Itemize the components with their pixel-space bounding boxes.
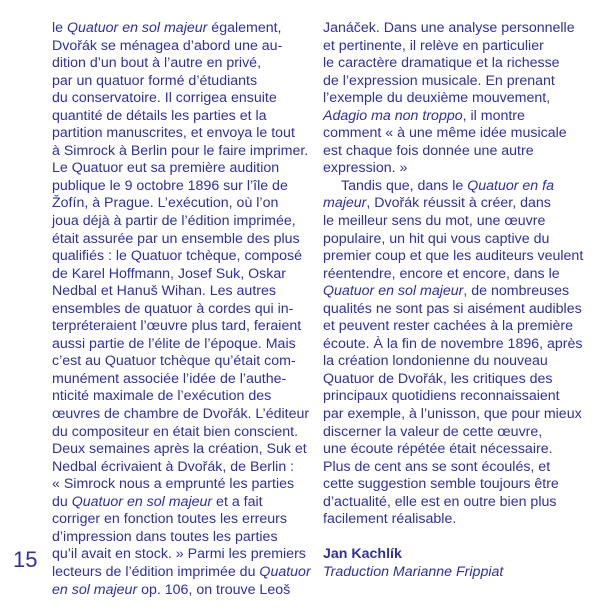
body-text: est chaque fois donnée une autre bbox=[323, 142, 534, 159]
text-line bbox=[323, 231, 581, 249]
text-line bbox=[52, 441, 307, 459]
body-text: était assurée par un ensemble des plus bbox=[52, 230, 300, 247]
body-text: « Simrock nous a emprunté les parties bbox=[52, 476, 295, 493]
text-line bbox=[323, 248, 584, 266]
text-line bbox=[52, 20, 307, 38]
right-column-text bbox=[323, 20, 584, 529]
text-line bbox=[323, 108, 581, 126]
text-line bbox=[52, 424, 307, 442]
text-line bbox=[52, 511, 307, 529]
body-text: réentendre, encore et encore, dans le bbox=[323, 265, 560, 282]
body-text: d’impression dans toutes les parties bbox=[52, 528, 278, 545]
text-line bbox=[323, 195, 581, 213]
text-line bbox=[52, 125, 307, 143]
text-line bbox=[323, 160, 581, 178]
text-line bbox=[323, 178, 581, 196]
body-text: qualifiés : le Quatuor tchèque, composé bbox=[52, 248, 303, 265]
body-text: corriger en fonction toutes les erreurs bbox=[52, 511, 287, 528]
body-text: dition d’un bout à l’autre en privé, bbox=[52, 55, 262, 72]
text-line bbox=[323, 511, 581, 529]
body-text: le meilleur sens du mot, une œuvre bbox=[323, 213, 546, 230]
body-text: également, bbox=[207, 20, 282, 36]
text-line bbox=[323, 424, 581, 442]
text-line bbox=[323, 406, 581, 424]
text-line bbox=[52, 371, 307, 389]
text-line bbox=[323, 73, 581, 91]
author-name: Jan Kachlík bbox=[323, 546, 402, 563]
body-text: op. 106, on trouve Leoš bbox=[137, 581, 291, 598]
body-text: à Simrock à Berlin pour le faire imprimer. bbox=[52, 142, 309, 159]
body-text: Tandis que, dans le bbox=[341, 177, 468, 194]
body-text: de l’expression musicale. En prenant bbox=[323, 72, 555, 89]
italic-title-text: majeur bbox=[323, 195, 367, 212]
text-line bbox=[323, 90, 581, 108]
body-text: Nedbal et Hanuš Wihan. Les autres bbox=[52, 283, 276, 300]
italic-title-text: Quatuor en sol majeur bbox=[71, 493, 213, 510]
body-text: publique le 9 octobre 1896 sur l’île de bbox=[52, 177, 288, 194]
text-line bbox=[323, 125, 581, 143]
italic-title-text: Quatuor en sol majeur bbox=[66, 20, 208, 36]
text-line bbox=[52, 195, 307, 213]
body-text: , il montre bbox=[462, 107, 525, 124]
body-text: terpréteraient l’œuvre plus tard, feraient bbox=[52, 318, 302, 335]
body-text: populaire, un hit qui vous captive du bbox=[323, 230, 550, 247]
text-line bbox=[323, 318, 581, 336]
italic-title-text: Quatuor en fa bbox=[467, 177, 554, 194]
text-line bbox=[52, 231, 307, 249]
italic-title-text: Quatuor en sol majeur bbox=[323, 283, 464, 300]
body-text: du bbox=[52, 493, 72, 510]
text-line bbox=[52, 318, 307, 336]
text-line bbox=[52, 90, 307, 108]
italic-title-text: Adagio ma non troppo bbox=[323, 107, 463, 124]
body-text: du conservatoire. Il corrigea ensuite bbox=[52, 90, 277, 107]
body-text: et a fait bbox=[212, 493, 263, 510]
signature-spacer bbox=[323, 529, 581, 547]
text-line bbox=[323, 459, 581, 477]
body-text: une écoute répétée était nécessaire. bbox=[323, 441, 553, 458]
text-line bbox=[52, 476, 307, 494]
right-column bbox=[323, 20, 584, 582]
body-text: d’actualité, elle est en outre bien plus bbox=[323, 493, 557, 510]
italic-title-text: Quatuor bbox=[259, 563, 311, 580]
body-text: et pertinente, il relève en particulier bbox=[323, 37, 544, 54]
body-text: discerner la valeur de cette œuvre, bbox=[323, 423, 543, 440]
text-line bbox=[323, 213, 581, 231]
body-text: cette suggestion semble toujours être bbox=[323, 476, 559, 493]
body-text: la création londonienne du nouveau bbox=[323, 353, 548, 370]
body-text: principaux quotidiens reconnaissaient bbox=[323, 388, 560, 405]
body-text: Dvořák se ménagea d’abord une au- bbox=[52, 37, 283, 54]
text-line bbox=[52, 38, 307, 56]
body-text: c’est au Quatuor tchèque qu’était com- bbox=[52, 353, 296, 370]
body-text: Nedbal écrivaient à Dvořák, de Berlin : bbox=[52, 458, 295, 475]
body-text: expression. » bbox=[323, 160, 408, 177]
body-text: œuvres de chambre de Dvořák. L’éditeur bbox=[52, 406, 310, 423]
body-text: par exemple, à l’unisson, que pour mieux bbox=[323, 406, 582, 423]
text-line bbox=[323, 283, 581, 301]
body-text: joua déjà à partir de l’édition imprimée, bbox=[52, 213, 296, 230]
text-line bbox=[323, 441, 581, 459]
text-line bbox=[52, 406, 310, 424]
body-text: comment « à une même idée musicale bbox=[323, 125, 567, 142]
text-line bbox=[323, 388, 581, 406]
body-text: écoute. À la fin de novembre 1896, après bbox=[323, 335, 583, 352]
body-text: , de nombreuses bbox=[463, 283, 570, 300]
text-line bbox=[323, 301, 581, 319]
body-text: Le Quatuor eut sa première audition bbox=[52, 160, 280, 177]
text-line bbox=[52, 143, 307, 161]
body-text: Plus de cent ans se sont écoulés, et bbox=[323, 458, 551, 475]
page-number: 15 bbox=[13, 547, 38, 572]
body-text: de Karel Hoffmann, Josef Suk, Oskar bbox=[52, 265, 286, 282]
text-line bbox=[52, 353, 307, 371]
left-column bbox=[52, 20, 311, 599]
text-line bbox=[52, 160, 307, 178]
text-line bbox=[52, 266, 307, 284]
body-text: quantité de détails les parties et la bbox=[52, 107, 267, 124]
body-text: et peuvent rester cachées à la première bbox=[323, 318, 573, 335]
text-line bbox=[52, 546, 307, 564]
body-text: Quatuor de Dvořák, les critiques des bbox=[323, 370, 553, 387]
text-line bbox=[323, 38, 581, 56]
body-text: Janáček. Dans une analyse personnelle bbox=[323, 20, 575, 36]
text-line bbox=[52, 529, 307, 547]
body-text: partition manuscrites, et envoya le tout bbox=[52, 125, 295, 142]
text-line bbox=[52, 301, 307, 319]
body-text: Deux semaines après la création, Suk et bbox=[52, 441, 307, 458]
text-line bbox=[52, 178, 307, 196]
text-line bbox=[52, 248, 307, 266]
text-line bbox=[52, 73, 307, 91]
text-line bbox=[323, 353, 581, 371]
text-line bbox=[52, 494, 307, 512]
italic-title-text: en sol majeur bbox=[52, 581, 138, 598]
text-line bbox=[323, 371, 581, 389]
text-line bbox=[52, 55, 307, 73]
text-line bbox=[323, 336, 581, 354]
text-line bbox=[323, 476, 581, 494]
text-line bbox=[323, 20, 581, 38]
text-line bbox=[52, 459, 307, 477]
text-line bbox=[323, 266, 581, 284]
text-line bbox=[323, 494, 581, 512]
text-line bbox=[52, 283, 307, 301]
body-text: lecteurs de l’édition imprimée du bbox=[52, 563, 260, 580]
body-text: ensembles de quatuor à cordes qui in- bbox=[52, 300, 294, 317]
text-line bbox=[52, 108, 307, 126]
text-line bbox=[52, 582, 307, 600]
text-line bbox=[52, 336, 307, 354]
text-line bbox=[52, 213, 307, 231]
body-text: le bbox=[52, 20, 67, 36]
body-text: , Dvořák réussit à créer, dans bbox=[366, 195, 551, 212]
body-text: aussi partie de l’élite de l’époque. Mais bbox=[52, 335, 296, 352]
text-line bbox=[52, 388, 307, 406]
body-text: qualités ne sont pas si aisément audibles bbox=[323, 300, 582, 317]
body-text: munément associée l’idée de l’authe- bbox=[52, 370, 287, 387]
text-line bbox=[52, 563, 311, 582]
body-text: nticité maximale de l’exécution des bbox=[52, 388, 272, 405]
body-text: le caractère dramatique et la richesse bbox=[323, 55, 560, 72]
body-text: facilement réalisable. bbox=[323, 511, 457, 528]
text-line bbox=[323, 55, 581, 73]
body-text: premier coup et que les auditeurs veulent bbox=[323, 248, 584, 265]
translator-credit: Traduction Marianne Frippiat bbox=[323, 563, 504, 580]
body-text: par un quatuor formé d’étudiants bbox=[52, 72, 258, 89]
body-text: Žofín, à Prague. L’exécution, où l’on bbox=[52, 195, 279, 212]
body-text: l’exemple du deuxième mouvement, bbox=[323, 90, 551, 107]
body-text: qu’il avait en stock. » Parmi les premiers bbox=[52, 546, 306, 563]
text-line bbox=[323, 143, 581, 161]
body-text: du compositeur en était bien conscient. bbox=[52, 423, 299, 440]
